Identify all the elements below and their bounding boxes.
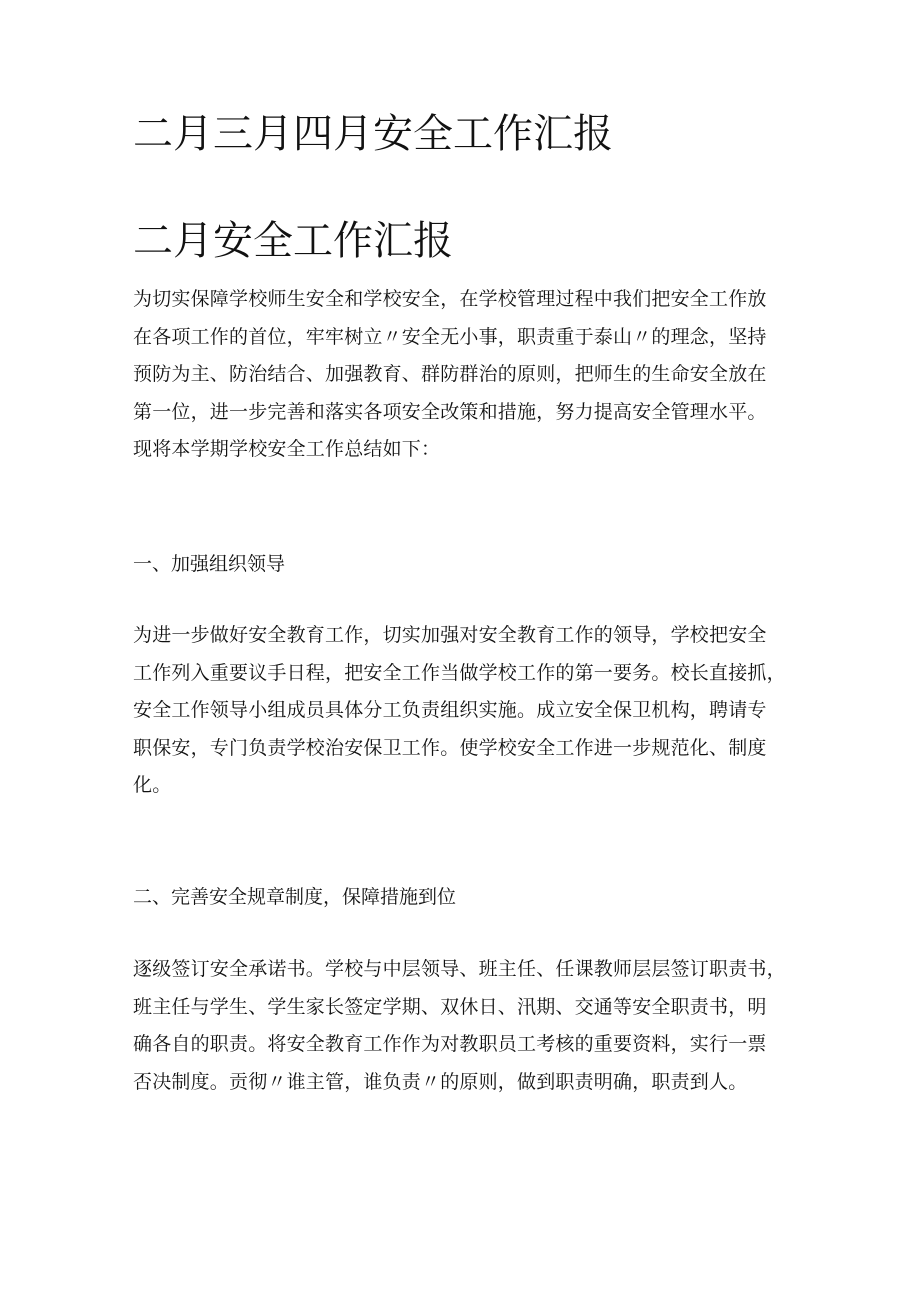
section-heading-1: 一、加强组织领导 — [133, 553, 286, 575]
paragraph-line: 逐级签订安全承诺书。学校与中层领导、班主任、任课教师层层签订职责书， — [133, 958, 786, 980]
paragraph-line: 班主任与学生、学生家长签定学期、双休日、汛期、交通等安全职责书，明 — [133, 995, 767, 1018]
paragraph-line: 工作列入重要议手日程，把安全工作当做学校工作的第一要务。校长直接抓， — [133, 661, 786, 684]
paragraph-line: 预防为主、防治结合、加强教育、群防群治的原则，把师生的生命安全放在 — [133, 363, 767, 385]
paragraph-line: 否决制度。贡彻〃谁主管，谁负责〃的原则，做到职责明确，职责到人。 — [133, 1070, 748, 1093]
paragraph-line: 现将本学期学校安全工作总结如下： — [133, 438, 441, 460]
intro-paragraph — [133, 281, 813, 469]
document-title: 二月三月四月安全工作汇报 — [133, 111, 613, 157]
paragraph-line: 安全工作领导小组成员具体分工负责组织实施。成立安全保卫机构，聘请专 — [133, 699, 767, 721]
paragraph-line: 在各项工作的首位，牢牢树立〃安全无小事，职责重于泰山〃的理念，坚持 — [133, 325, 767, 348]
paragraph-line: 职保安，专门负责学校治安保卫工作。使学校安全工作进一步规范化、制度 — [133, 736, 767, 759]
paragraph-line: 第一位，进一步完善和落实各项安全改策和措施，努力提高安全管理水平。 — [133, 400, 767, 423]
section2-paragraph — [133, 951, 813, 1101]
section-heading-2: 二、完善安全规章制度，保障措施到位 — [133, 886, 457, 908]
section-title-february: 二月安全工作汇报 — [133, 218, 453, 264]
paragraph-line: 确各自的职责。将安全教育工作作为对教职员工考核的重要资料，实行一票 — [133, 1033, 767, 1055]
paragraph-line: 化。 — [133, 774, 172, 796]
paragraph-line: 为切实保障学校师生安全和学校安全，在学校管理过程中我们把安全工作放 — [133, 288, 767, 310]
paragraph-line: 为进一步做好安全教育工作，切实加强对安全教育工作的领导，学校把安全 — [133, 624, 767, 646]
section1-paragraph — [133, 617, 813, 805]
